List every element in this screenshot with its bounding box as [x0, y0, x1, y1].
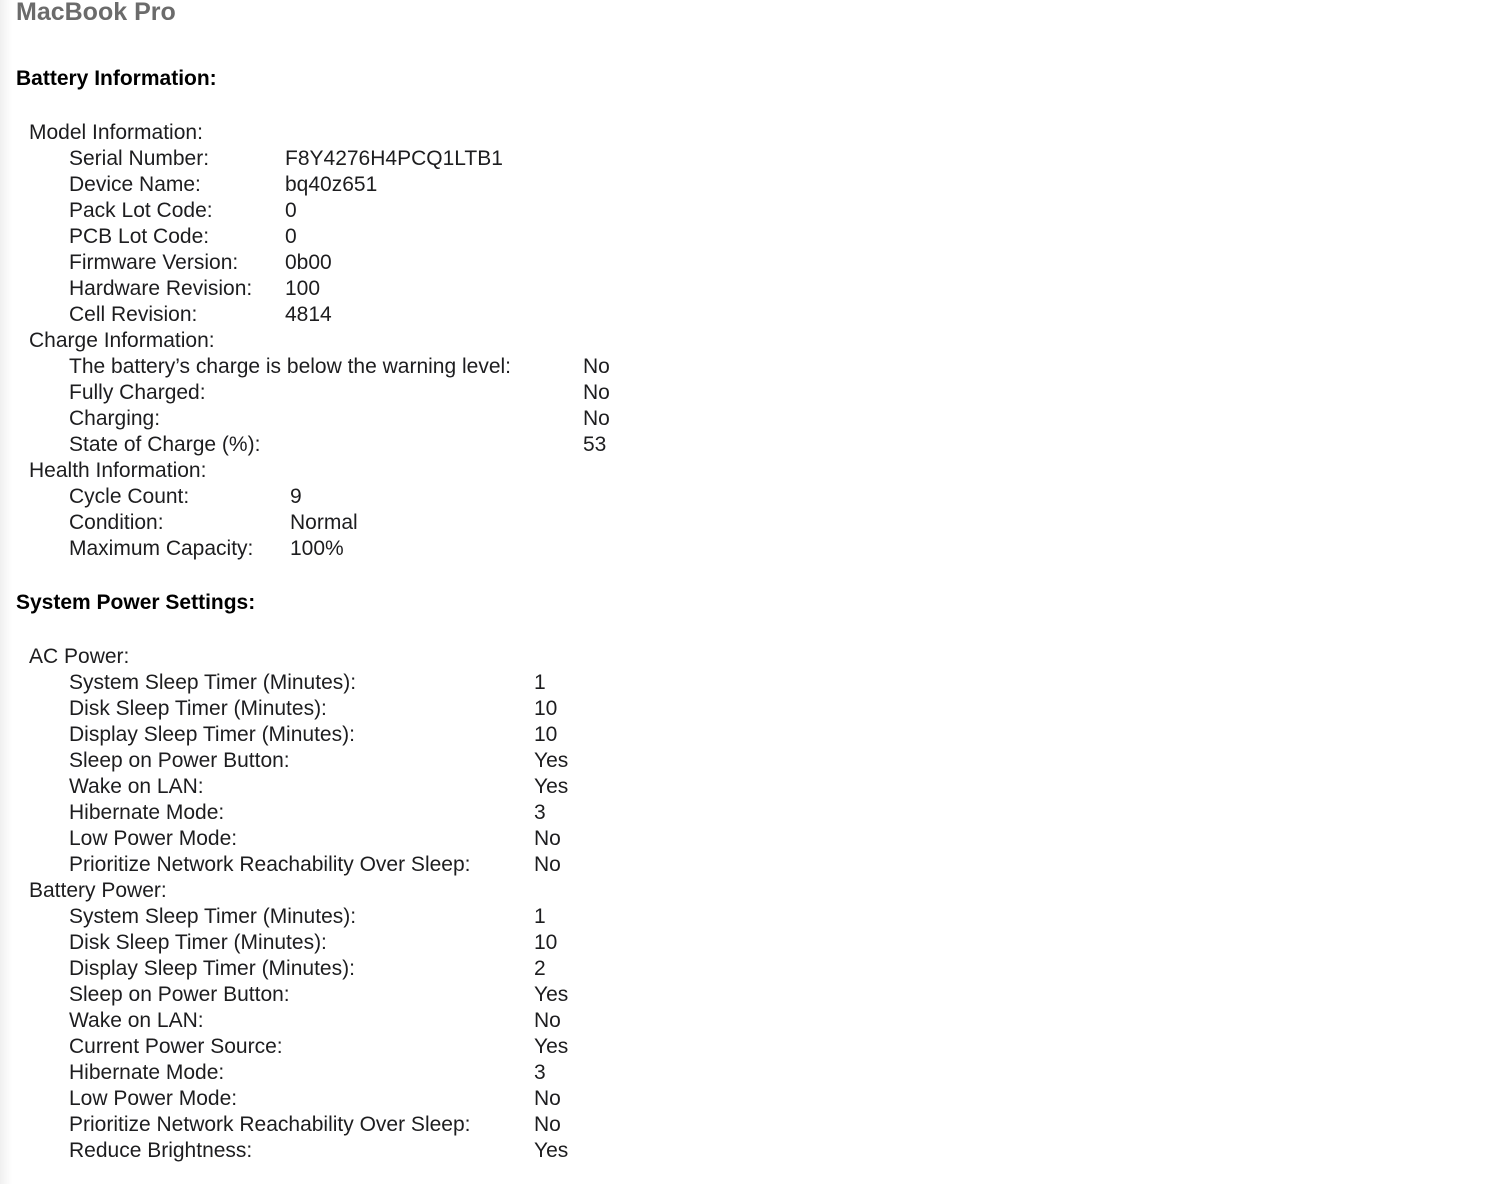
row-value: No [534, 1087, 561, 1110]
row-label: Display Sleep Timer (Minutes): [69, 723, 355, 746]
row-label: Maximum Capacity: [69, 537, 254, 560]
row-label: The battery’s charge is below the warning level: [69, 355, 512, 378]
row-value: 9 [290, 485, 302, 508]
row-value: 0 [285, 225, 297, 248]
row-label: Wake on LAN: [69, 775, 204, 798]
row-label: Reduce Brightness: [69, 1139, 253, 1162]
row-label: Prioritize Network Reachability Over Sleep: [69, 853, 471, 876]
row-value: No [534, 1113, 561, 1136]
health-information-label: Health Information: [29, 459, 207, 482]
battery-power-label: Battery Power: [29, 879, 167, 902]
row-value: Normal [290, 511, 358, 534]
battery-information-heading: Battery Information: [16, 67, 217, 90]
row-label: Fully Charged: [69, 381, 206, 404]
row-value: 10 [534, 723, 558, 746]
row-label: Prioritize Network Reachability Over Sleep: [69, 1113, 471, 1136]
row-value: 10 [534, 697, 558, 720]
row-label: Sleep on Power Button: [69, 983, 290, 1006]
row-label: Low Power Mode: [69, 1087, 238, 1110]
row-value: 2 [534, 957, 546, 980]
row-label: Cell Revision: [69, 303, 198, 326]
row-value: 100% [290, 537, 344, 560]
row-label: Disk Sleep Timer (Minutes): [69, 697, 327, 720]
row-label: Current Power Source: [69, 1035, 283, 1058]
row-value: No [534, 853, 561, 876]
row-label: Low Power Mode: [69, 827, 238, 850]
row-value: F8Y4276H4PCQ1LTB1 [285, 147, 503, 170]
row-label: Charging: [69, 407, 161, 430]
charge-information-label: Charge Information: [29, 329, 215, 352]
row-label: Hibernate Mode: [69, 1061, 225, 1084]
row-value: 3 [534, 1061, 546, 1084]
row-value: Yes [534, 775, 569, 798]
row-value: No [583, 355, 610, 378]
row-value: 4814 [285, 303, 332, 326]
row-label: Condition: [69, 511, 164, 534]
row-value: 1 [534, 671, 546, 694]
row-value: 53 [583, 433, 607, 456]
row-label: Disk Sleep Timer (Minutes): [69, 931, 327, 954]
page-title: MacBook Pro [16, 0, 176, 26]
system-power-settings-heading: System Power Settings: [16, 591, 256, 614]
model-information-label: Model Information: [29, 121, 203, 144]
row-label: Hardware Revision: [69, 277, 253, 300]
row-value: Yes [534, 749, 569, 772]
row-label: Cycle Count: [69, 485, 190, 508]
row-value: No [583, 407, 610, 430]
row-value: 0 [285, 199, 297, 222]
row-value: No [534, 827, 561, 850]
row-label: Serial Number: [69, 147, 210, 170]
row-value: Yes [534, 983, 569, 1006]
row-label: Pack Lot Code: [69, 199, 213, 222]
row-value: 10 [534, 931, 558, 954]
row-label: System Sleep Timer (Minutes): [69, 905, 357, 928]
row-value: Yes [534, 1035, 569, 1058]
row-label: PCB Lot Code: [69, 225, 210, 248]
row-label: Wake on LAN: [69, 1009, 204, 1032]
row-value: 0b00 [285, 251, 332, 274]
row-value: 100 [285, 277, 321, 300]
row-label: Device Name: [69, 173, 201, 196]
ac-power-label: AC Power: [29, 645, 130, 668]
row-label: Hibernate Mode: [69, 801, 225, 824]
row-label: State of Charge (%): [69, 433, 261, 456]
row-label: Firmware Version: [69, 251, 239, 274]
row-label: Sleep on Power Button: [69, 749, 290, 772]
row-value: No [583, 381, 610, 404]
row-value: 1 [534, 905, 546, 928]
row-label: Display Sleep Timer (Minutes): [69, 957, 355, 980]
row-value: bq40z651 [285, 173, 378, 196]
row-label: System Sleep Timer (Minutes): [69, 671, 357, 694]
row-value: No [534, 1009, 561, 1032]
row-value: Yes [534, 1139, 569, 1162]
sidebar-edge [0, 0, 12, 1184]
row-value: 3 [534, 801, 546, 824]
